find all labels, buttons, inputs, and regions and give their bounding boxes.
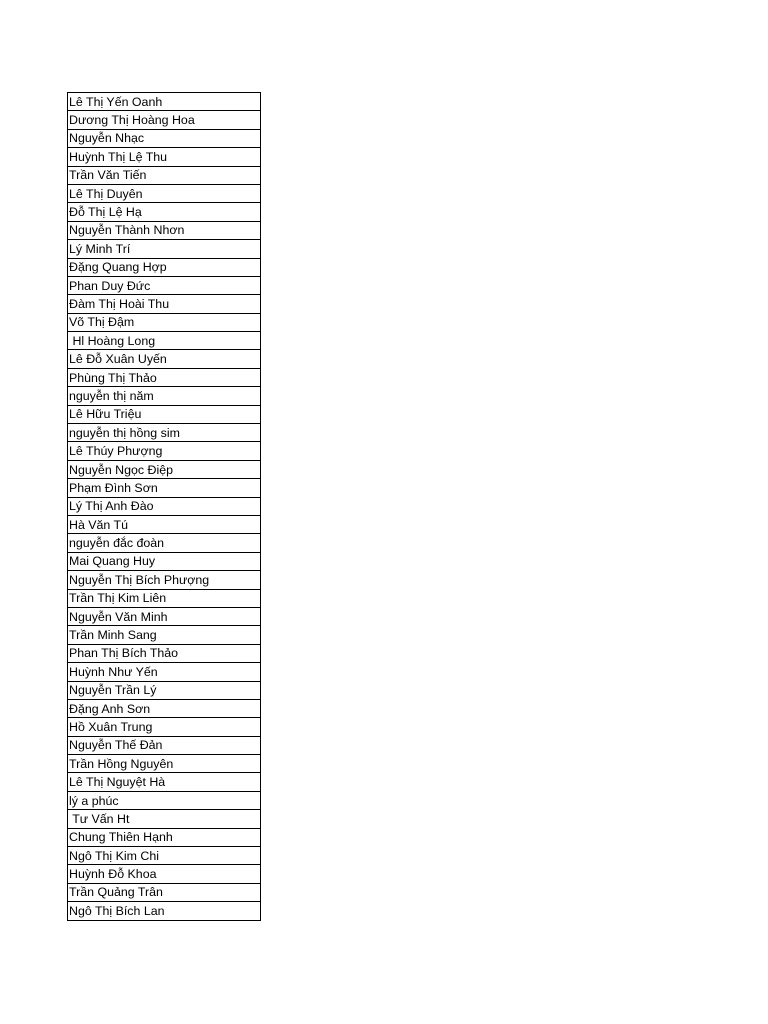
table-row (68, 442, 261, 460)
name-cell[interactable]: Đàm Thị Hoài Thu (68, 295, 261, 313)
table-row (68, 295, 261, 313)
name-cell[interactable]: Hà Văn Tú (68, 515, 261, 533)
name-cell[interactable]: Nguyễn Thành Nhơn (68, 221, 261, 239)
name-cell[interactable]: Lê Thị Nguyệt Hà (68, 773, 261, 791)
table-row (68, 828, 261, 846)
table-row (68, 460, 261, 478)
name-cell[interactable]: Nguyễn Trần Lý (68, 681, 261, 699)
name-cell[interactable]: Lý Minh Trí (68, 240, 261, 258)
name-cell[interactable]: Nguyễn Nhạc (68, 129, 261, 147)
table-row (68, 718, 261, 736)
table-row (68, 515, 261, 533)
table-row (68, 699, 261, 717)
name-cell[interactable]: Huỳnh Như Yến (68, 663, 261, 681)
name-cell[interactable]: Nguyễn Văn Minh (68, 607, 261, 625)
name-cell[interactable]: Chung Thiên Hạnh (68, 828, 261, 846)
name-cell[interactable]: Ngô Thị Bích Lan (68, 902, 261, 920)
name-cell[interactable]: Lê Hữu Triệu (68, 405, 261, 423)
name-cell[interactable]: Phùng Thị Thảo (68, 368, 261, 386)
name-cell[interactable]: Nguyễn Thế Đản (68, 736, 261, 754)
table-row (68, 663, 261, 681)
name-cell[interactable]: Trần Quảng Trân (68, 883, 261, 901)
table-row (68, 497, 261, 515)
table-row (68, 847, 261, 865)
name-cell[interactable]: Đỗ Thị Lệ Hạ (68, 203, 261, 221)
table-row (68, 424, 261, 442)
name-cell[interactable]: Phan Duy Đức (68, 276, 261, 294)
table-row (68, 184, 261, 202)
name-cell[interactable]: lý a phúc (68, 791, 261, 809)
name-cell[interactable]: Ngô Thị Kim Chi (68, 847, 261, 865)
name-cell[interactable]: Nguyễn Ngọc Điệp (68, 460, 261, 478)
table-row (68, 350, 261, 368)
table-row (68, 736, 261, 754)
name-cell[interactable]: Trần Văn Tiến (68, 166, 261, 184)
table-row (68, 534, 261, 552)
name-cell[interactable]: nguyễn thị hồng sim (68, 424, 261, 442)
table-row (68, 221, 261, 239)
name-cell[interactable]: Đặng Quang Hợp (68, 258, 261, 276)
name-cell[interactable]: Lê Thúy Phượng (68, 442, 261, 460)
name-cell[interactable]: Nguyễn Thị Bích Phượng (68, 571, 261, 589)
table-row (68, 755, 261, 773)
name-cell[interactable]: Tư Vấn Ht (68, 810, 261, 828)
table-row (68, 258, 261, 276)
name-cell[interactable]: Phạm Đình Sơn (68, 479, 261, 497)
table-row (68, 387, 261, 405)
table-row (68, 111, 261, 129)
table-row (68, 607, 261, 625)
name-cell[interactable]: Trần Minh Sang (68, 626, 261, 644)
name-cell[interactable]: Hồ Xuân Trung (68, 718, 261, 736)
table-row (68, 883, 261, 901)
table-row (68, 203, 261, 221)
table-row (68, 166, 261, 184)
table-row (68, 129, 261, 147)
table-row (68, 240, 261, 258)
name-cell[interactable]: Đặng Anh Sơn (68, 699, 261, 717)
table-row (68, 681, 261, 699)
table-row (68, 571, 261, 589)
table-row (68, 313, 261, 331)
table-row (68, 902, 261, 920)
name-cell[interactable]: Lê Thị Duyên (68, 184, 261, 202)
name-cell[interactable]: Trần Hồng Nguyên (68, 755, 261, 773)
table-row (68, 626, 261, 644)
name-cell[interactable]: Lý Thị Anh Đào (68, 497, 261, 515)
name-cell[interactable]: Dương Thị Hoàng Hoa (68, 111, 261, 129)
name-cell[interactable]: nguyễn thị năm (68, 387, 261, 405)
table-row (68, 644, 261, 662)
table-row (68, 791, 261, 809)
table-row (68, 865, 261, 883)
name-cell[interactable]: Mai Quang Huy (68, 552, 261, 570)
table-row (68, 368, 261, 386)
name-cell[interactable]: Huỳnh Đỗ Khoa (68, 865, 261, 883)
name-cell[interactable]: Huỳnh Thị Lệ Thu (68, 148, 261, 166)
name-cell[interactable]: Phan Thị Bích Thảo (68, 644, 261, 662)
spreadsheet-page (67, 92, 261, 921)
name-cell[interactable]: nguyễn đắc đoàn (68, 534, 261, 552)
name-list-table (67, 92, 261, 921)
name-cell[interactable]: Lê Thị Yến Oanh (68, 93, 261, 111)
name-cell[interactable]: Hl Hoàng Long (68, 332, 261, 350)
table-row (68, 405, 261, 423)
name-list-body (68, 93, 261, 921)
table-row (68, 276, 261, 294)
name-cell[interactable]: Võ Thị Đậm (68, 313, 261, 331)
table-row (68, 332, 261, 350)
table-row (68, 148, 261, 166)
table-row (68, 93, 261, 111)
table-row (68, 810, 261, 828)
table-row (68, 552, 261, 570)
name-cell[interactable]: Lê Đỗ Xuân Uyến (68, 350, 261, 368)
table-row (68, 773, 261, 791)
table-row (68, 479, 261, 497)
table-row (68, 589, 261, 607)
name-cell[interactable]: Trần Thị Kim Liên (68, 589, 261, 607)
